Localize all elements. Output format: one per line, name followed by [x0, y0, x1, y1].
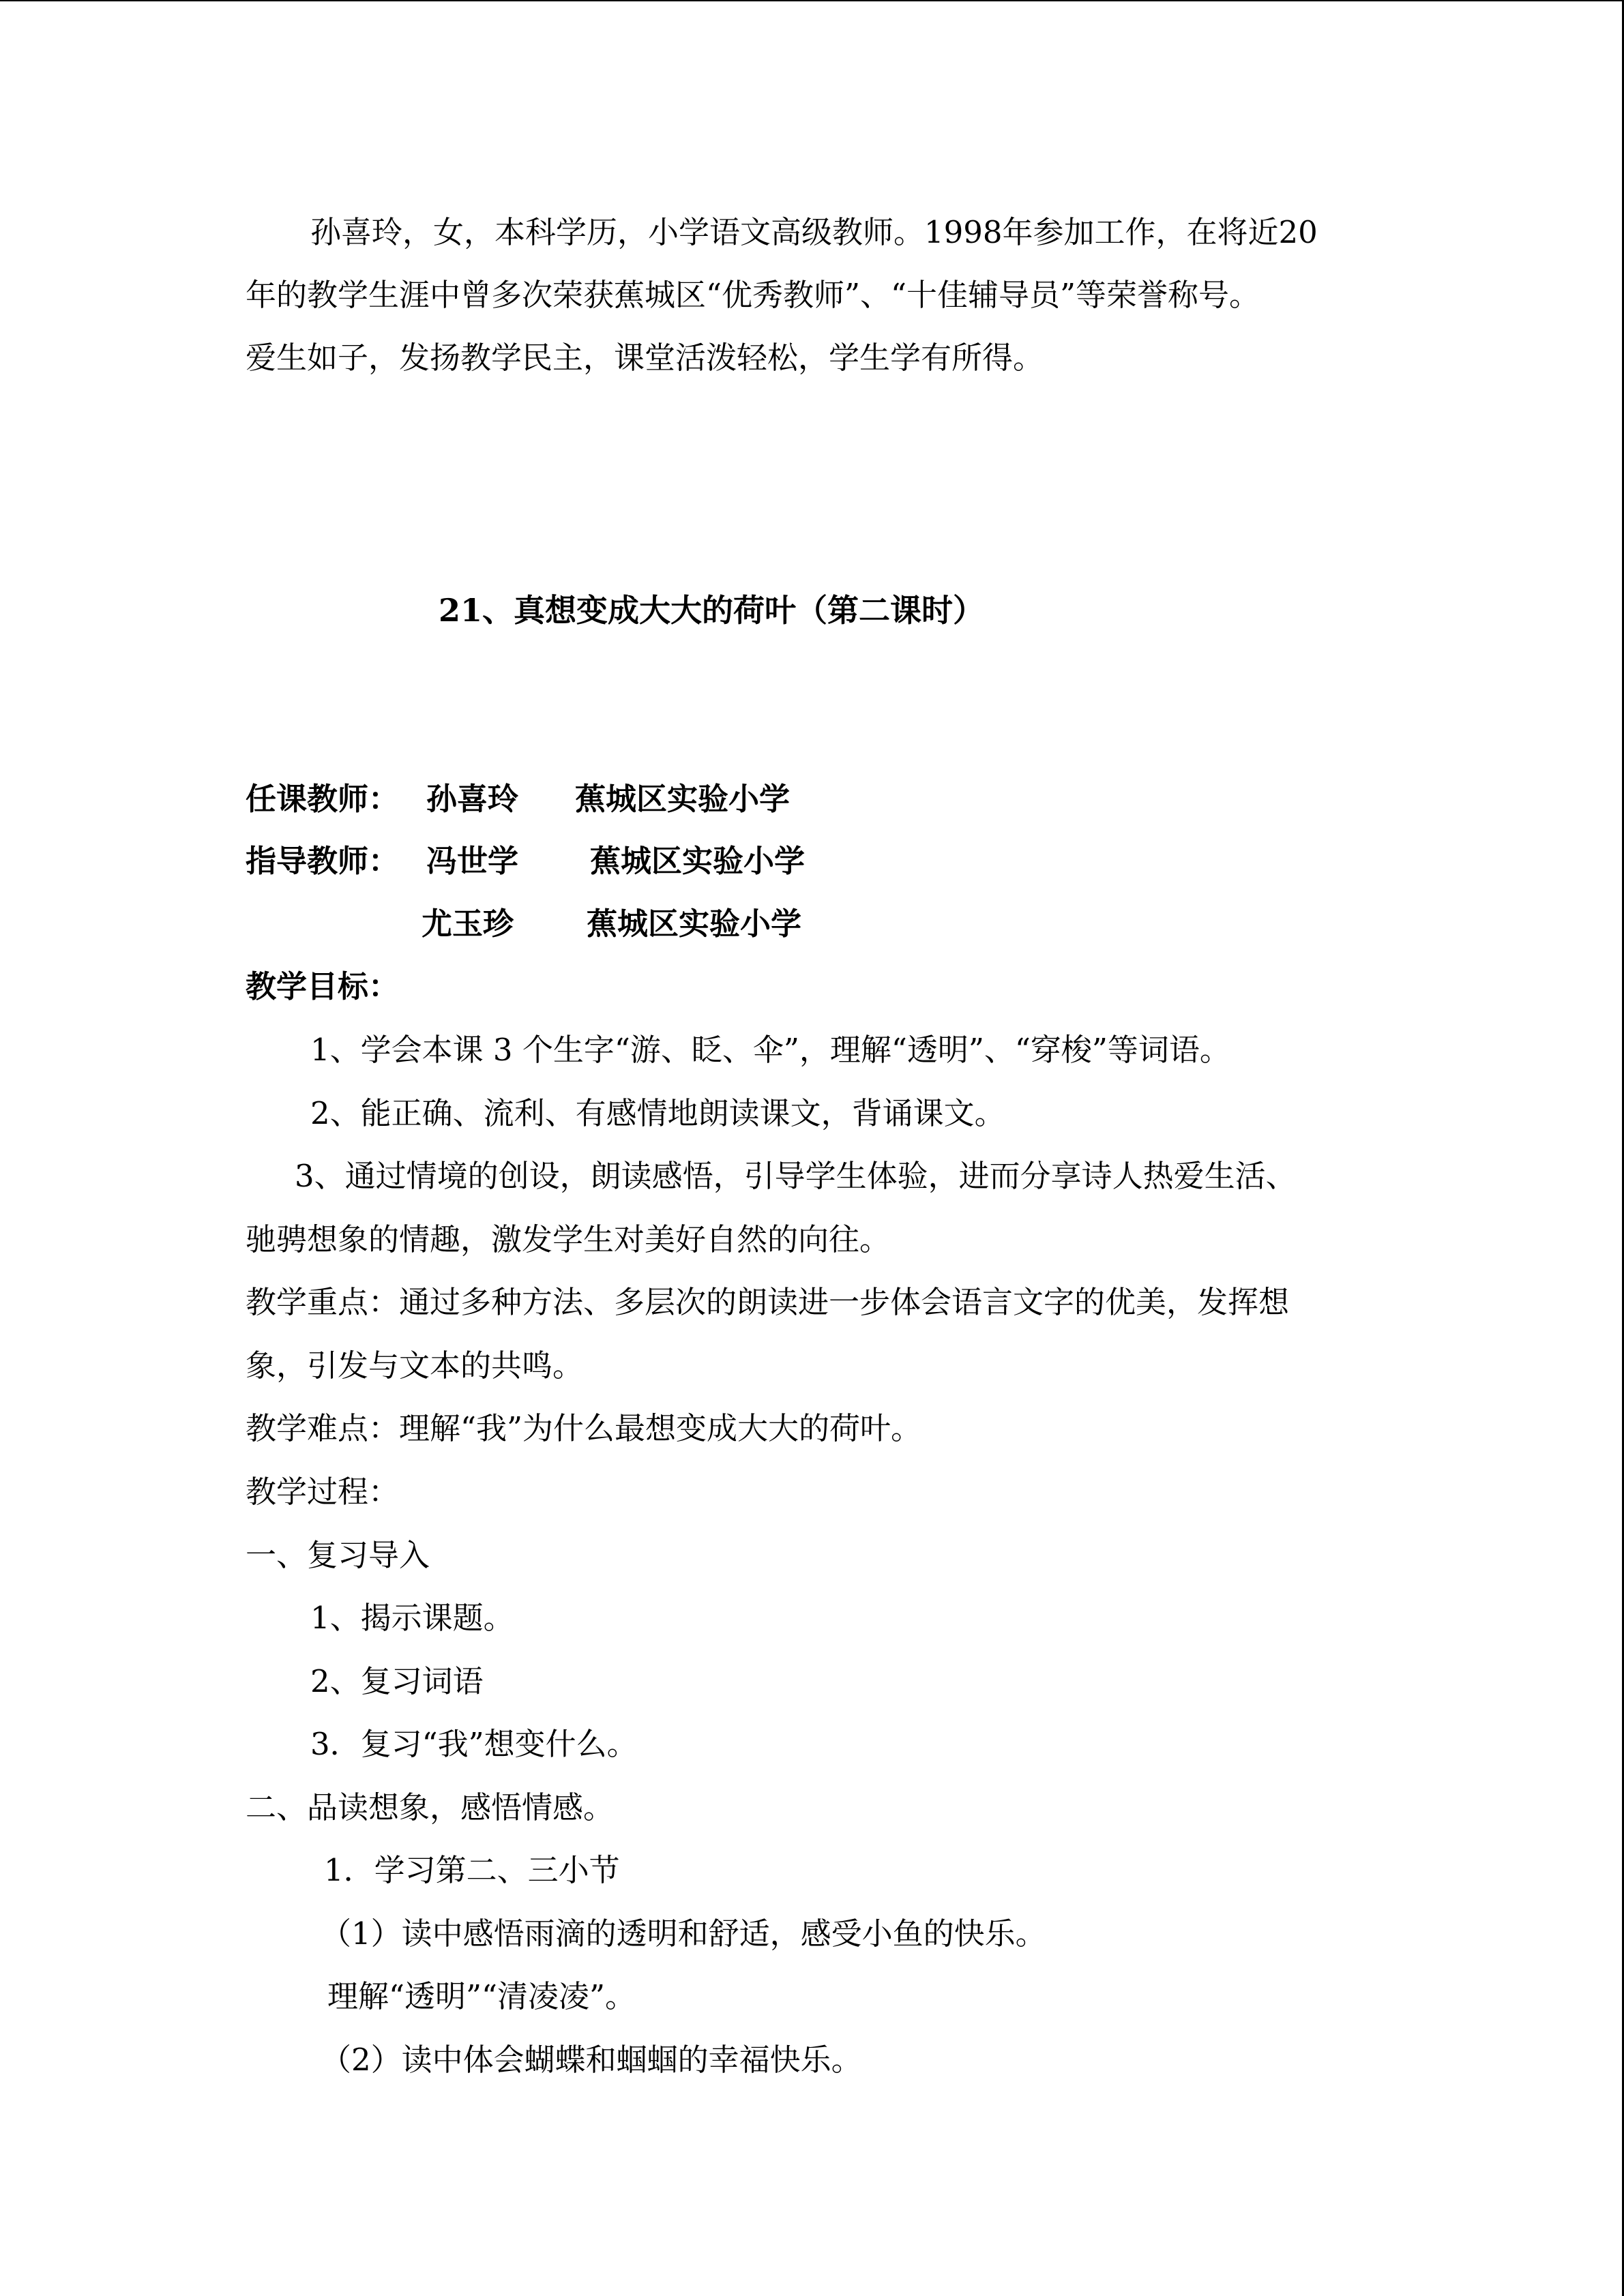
bio-line-3: 爱生如子，发扬教学民主，课堂活泼轻松，学生学有所得。	[246, 340, 1044, 376]
teacher-school: 蕉城区实验小学	[575, 781, 791, 817]
section-1-item-1: 1、揭示课题。	[310, 1600, 514, 1636]
advisor-2-school: 蕉城区实验小学	[587, 906, 802, 942]
goal-3-line-1: 3、通过情境的创设，朗读感悟，引导学生体验，进而分享诗人热爱生活、	[295, 1158, 1297, 1194]
teacher-name: 孙喜玲	[426, 781, 519, 817]
goal-2: 2、能正确、流利、有感情地朗读课文，背诵课文。	[310, 1095, 1005, 1131]
advisor-1-name: 冯世学	[426, 843, 519, 879]
bio-line-1: 孙喜玲，女，本科学历，小学语文高级教师。1998年参加工作，在将近20	[310, 214, 1318, 250]
section-1-item-3: 3．复习“我”想变什么。	[310, 1726, 638, 1762]
advisor-label: 指导教师：	[246, 843, 400, 879]
goals-heading: 教学目标：	[246, 968, 400, 1004]
section-2-item-1c: （2）读中体会蝴蝶和蝈蝈的幸福快乐。	[321, 2042, 862, 2078]
section-1-item-2: 2、复习词语	[310, 1663, 484, 1699]
section-2-item-1: 1．学习第二、三小节	[324, 1852, 620, 1888]
section-1-heading: 一、复习导入	[246, 1537, 430, 1573]
goal-1: 1、学会本课 3 个生字“游、眨、伞”，理解“透明”、“穿梭”等词语。	[310, 1032, 1230, 1068]
difficulty: 教学难点：理解“我”为什么最想变成大大的荷叶。	[246, 1410, 922, 1446]
process-heading: 教学过程：	[246, 1474, 400, 1510]
advisor-2-name: 尤玉珍	[422, 906, 514, 942]
section-2-heading: 二、品读想象，感悟情感。	[246, 1789, 615, 1825]
teacher-label: 任课教师：	[246, 781, 400, 817]
section-2-item-1b: 理解“透明”“清凌凌”。	[327, 1978, 636, 2014]
bio-line-2: 年的教学生涯中曾多次荣获蕉城区“优秀教师”、“十佳辅导员”等荣誉称号。	[246, 277, 1260, 313]
focus-line-1: 教学重点：通过多种方法、多层次的朗读进一步体会语言文字的优美，发挥想	[246, 1284, 1290, 1320]
advisor-1-school: 蕉城区实验小学	[590, 843, 806, 879]
focus-line-2: 象，引发与文本的共鸣。	[246, 1347, 584, 1384]
page-top-border	[0, 0, 1624, 1]
lesson-title: 21、真想变成大大的荷叶（第二课时）	[439, 592, 985, 629]
section-2-item-1a: （1）读中感悟雨滴的透明和舒适，感受小鱼的快乐。	[321, 1915, 1046, 1952]
goal-3-line-2: 驰骋想象的情趣，激发学生对美好自然的向往。	[246, 1221, 891, 1257]
